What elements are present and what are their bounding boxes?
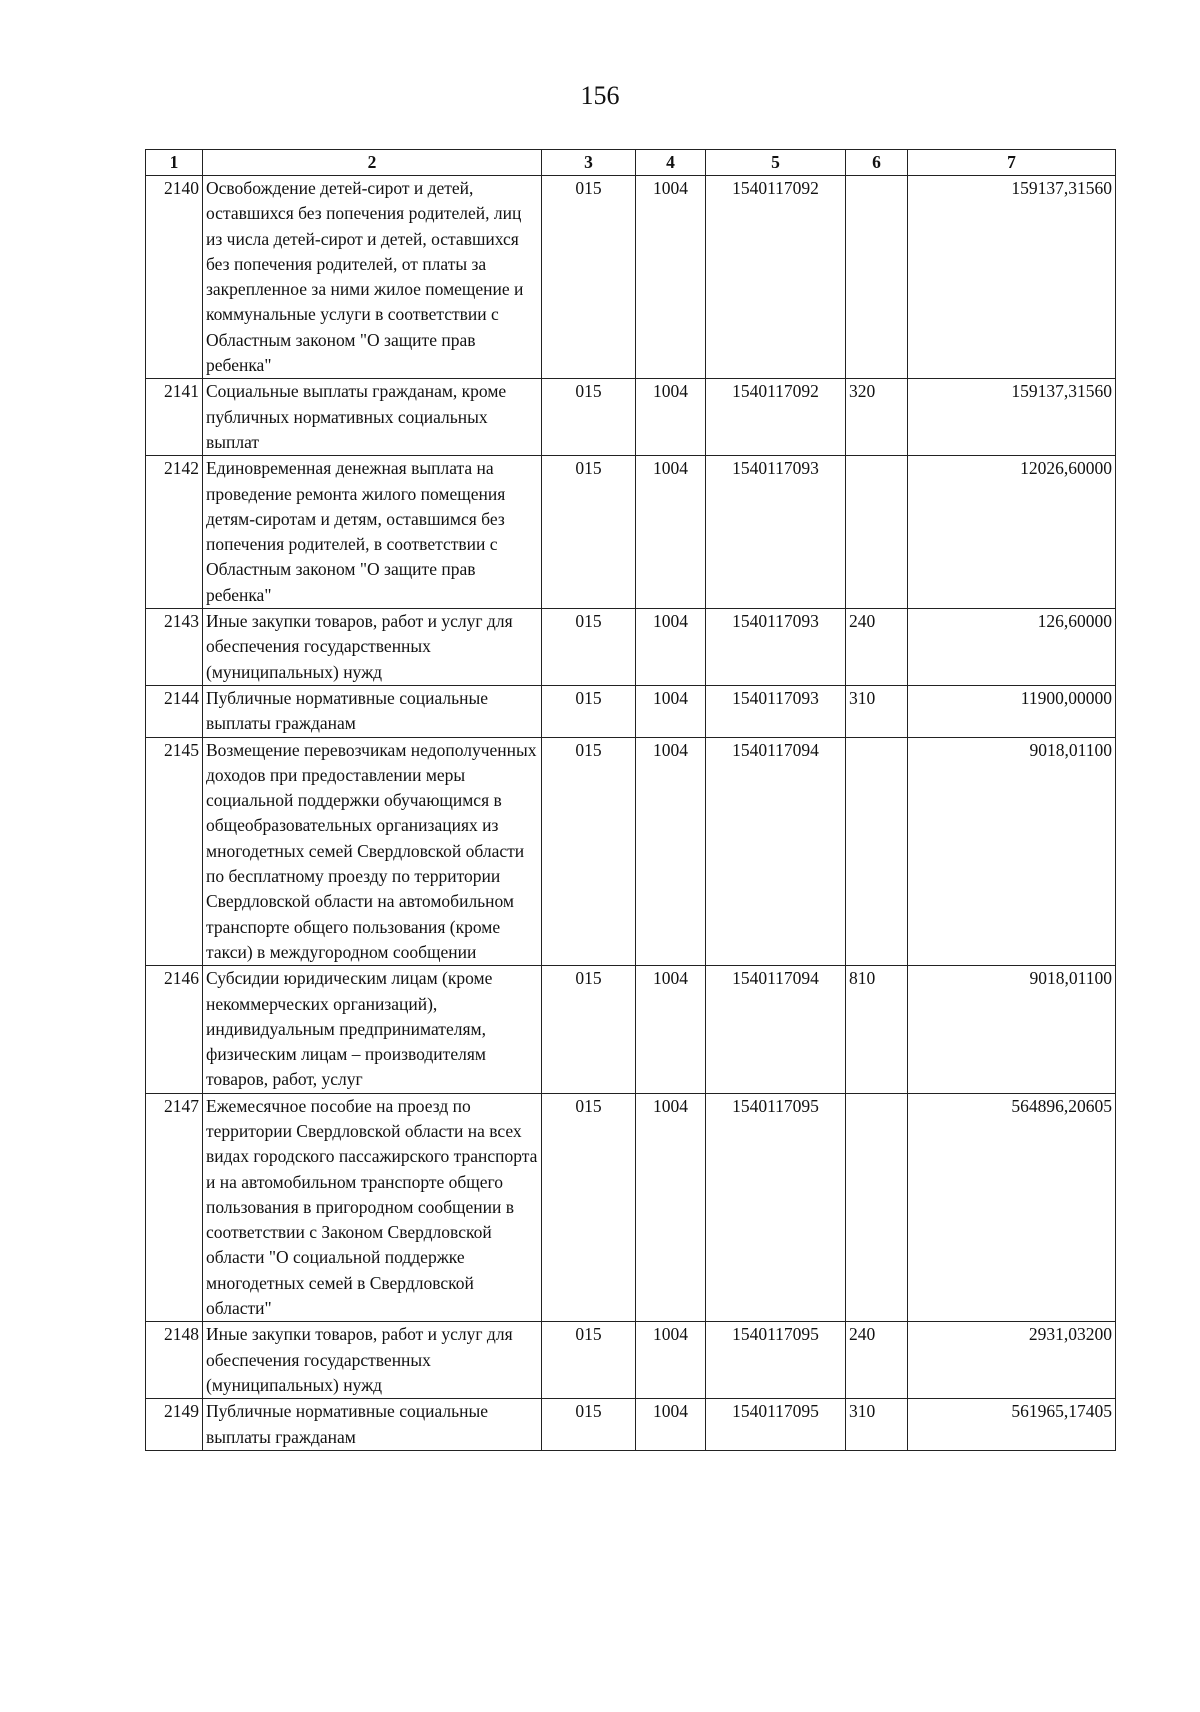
row-name: Публичные нормативные социальные выплаты гражданам [203, 1399, 542, 1451]
row-amount: 11900,00000 [908, 685, 1116, 737]
row-col4: 1004 [636, 1399, 706, 1451]
row-number: 2145 [146, 737, 203, 966]
row-col4: 1004 [636, 379, 706, 456]
table-row [146, 685, 1116, 737]
row-amount: 9018,01100 [908, 737, 1116, 966]
row-col5: 1540117094 [706, 737, 846, 966]
row-number: 2146 [146, 966, 203, 1093]
row-col3: 015 [542, 176, 636, 379]
row-col4: 1004 [636, 609, 706, 686]
column-header: 6 [846, 150, 908, 176]
row-amount: 159137,31560 [908, 379, 1116, 456]
table-row [146, 609, 1116, 686]
row-col5: 1540117094 [706, 966, 846, 1093]
column-header: 1 [146, 150, 203, 176]
row-number: 2142 [146, 456, 203, 609]
row-amount: 126,60000 [908, 609, 1116, 686]
table-row [146, 456, 1116, 609]
row-number: 2143 [146, 609, 203, 686]
row-col4: 1004 [636, 176, 706, 379]
table-row [146, 1399, 1116, 1451]
row-name: Ежемесячное пособие на проезд по территории Свердловской области на всех видах городского пассажирского транспорта и на автомобильном транспорте общего пользования в пригородном сообщении в соответствии с Законом Свердловской области "О социальной поддержке многодетных семей в Свердловской области" [203, 1093, 542, 1322]
row-name: Возмещение перевозчикам недополученных доходов при предоставлении меры социальной поддержки обучающимся в общеобразовательных организациях из многодетных семей Свердловской области по бесплатному проезду по территории Свердловской области на автомобильном транспорте общего пользования (кроме такси) в междугородном сообщении [203, 737, 542, 966]
row-col6: 810 [846, 966, 908, 1093]
row-amount: 564896,20605 [908, 1093, 1116, 1322]
row-number: 2144 [146, 685, 203, 737]
row-col6: 240 [846, 609, 908, 686]
row-amount: 561965,17405 [908, 1399, 1116, 1451]
row-col6 [846, 176, 908, 379]
row-number: 2148 [146, 1322, 203, 1399]
row-col6 [846, 456, 908, 609]
row-col5: 1540117095 [706, 1322, 846, 1399]
row-col4: 1004 [636, 1093, 706, 1322]
row-col4: 1004 [636, 685, 706, 737]
row-col3: 015 [542, 685, 636, 737]
row-name: Единовременная денежная выплата на проведение ремонта жилого помещения детям-сиротам и детям, оставшимся без попечения родителей, в соответствии с Областным законом "О защите прав ребенка" [203, 456, 542, 609]
row-col5: 1540117092 [706, 176, 846, 379]
row-amount: 9018,01100 [908, 966, 1116, 1093]
column-header: 7 [908, 150, 1116, 176]
table-row [146, 1093, 1116, 1322]
header-row [146, 150, 1116, 176]
row-col3: 015 [542, 379, 636, 456]
row-name: Освобождение детей-сирот и детей, оставшихся без попечения родителей, лиц из числа детей-сирот и детей, оставшихся без попечения родителей, от платы за закрепленное за ними жилое помещение и коммунальные услуги в соответствии с Областным законом "О защите прав ребенка" [203, 176, 542, 379]
row-col3: 015 [542, 1399, 636, 1451]
column-header: 3 [542, 150, 636, 176]
table-row [146, 966, 1116, 1093]
column-header: 5 [706, 150, 846, 176]
row-col6 [846, 1093, 908, 1322]
row-name: Публичные нормативные социальные выплаты гражданам [203, 685, 542, 737]
column-header: 4 [636, 150, 706, 176]
table-row [146, 176, 1116, 379]
row-col5: 1540117095 [706, 1399, 846, 1451]
row-number: 2140 [146, 176, 203, 379]
row-col3: 015 [542, 456, 636, 609]
table-row [146, 1322, 1116, 1399]
row-col5: 1540117093 [706, 456, 846, 609]
row-col4: 1004 [636, 737, 706, 966]
row-col3: 015 [542, 609, 636, 686]
row-amount: 2931,03200 [908, 1322, 1116, 1399]
row-number: 2141 [146, 379, 203, 456]
row-col4: 1004 [636, 456, 706, 609]
row-name: Иные закупки товаров, работ и услуг для обеспечения государственных (муниципальных) нужд [203, 1322, 542, 1399]
row-name: Иные закупки товаров, работ и услуг для обеспечения государственных (муниципальных) нужд [203, 609, 542, 686]
column-header: 2 [203, 150, 542, 176]
row-number: 2149 [146, 1399, 203, 1451]
row-col3: 015 [542, 1322, 636, 1399]
budget-table [145, 149, 1116, 1451]
row-col6: 310 [846, 685, 908, 737]
table-row [146, 737, 1116, 966]
row-col5: 1540117093 [706, 685, 846, 737]
table-row [146, 379, 1116, 456]
row-name: Социальные выплаты гражданам, кроме публичных нормативных социальных выплат [203, 379, 542, 456]
row-col6: 320 [846, 379, 908, 456]
row-col6: 310 [846, 1399, 908, 1451]
row-amount: 159137,31560 [908, 176, 1116, 379]
row-amount: 12026,60000 [908, 456, 1116, 609]
row-col4: 1004 [636, 1322, 706, 1399]
row-col6: 240 [846, 1322, 908, 1399]
page-number: 156 [580, 81, 620, 110]
row-col3: 015 [542, 966, 636, 1093]
row-col4: 1004 [636, 966, 706, 1093]
row-col5: 1540117095 [706, 1093, 846, 1322]
row-name: Субсидии юридическим лицам (кроме некоммерческих организаций), индивидуальным предпринимателям, физическим лицам – производителям товаров, работ, услуг [203, 966, 542, 1093]
row-number: 2147 [146, 1093, 203, 1322]
row-col5: 1540117092 [706, 379, 846, 456]
row-col6 [846, 737, 908, 966]
row-col5: 1540117093 [706, 609, 846, 686]
row-col3: 015 [542, 737, 636, 966]
row-col3: 015 [542, 1093, 636, 1322]
